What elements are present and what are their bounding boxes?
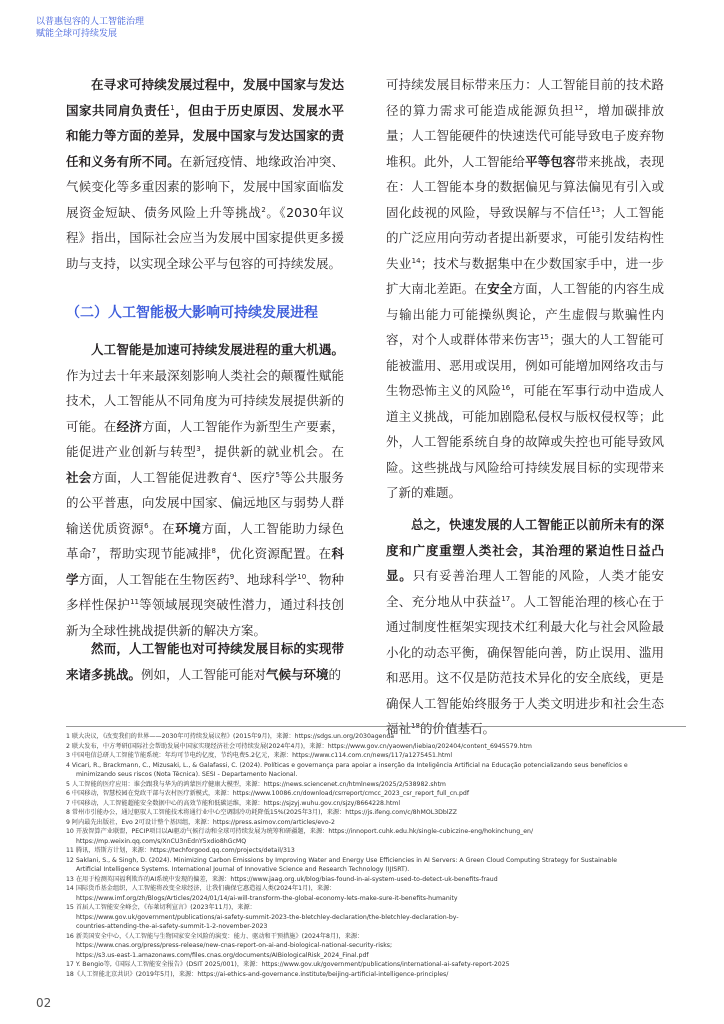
footnote-ref[interactable]: 14	[411, 256, 421, 265]
footnote: 17 Y. Bengio等,《国际人工智能安全报告》(DSIT 2025/001)，来源：https://www.gov.uk/government/publications/international-ai-safety-report-2025	[66, 961, 510, 968]
footnote: 5 人工智能的医疗应用：谁会跟我与华为的鸿蒙医疗健康大模型，来源：https://news.sciencenet.cn/htmlnews/2025/2/538982.shtm	[66, 780, 446, 788]
body-text: 、物种多样性保护	[66, 571, 344, 612]
header-title-line2: 赋能全球可持续发展	[36, 29, 118, 39]
bold-text: 平等包容	[525, 153, 576, 169]
body-text: 的	[328, 666, 342, 682]
body-text: 、医疗	[236, 469, 276, 485]
body-text: ，提供新的就业机会。在	[200, 444, 344, 459]
body-text: ，可能在军事行动中造成人道主义挑战，可能加剧隐私侵权与版权侵权等；此外，人工智能系统自身的故障或失控也可能导致风险。这些挑战与风险给可持续发展目标的实现带来了新的难题。	[386, 383, 664, 500]
paragraph-opportunity	[66, 337, 344, 643]
footnote: 2 联大发布，中方考研(国际社会帮助发展中国家实现经济社会可持续发展(2024年4月)，来源：https://www.gov.cn/yaowen/liebiao/202404/content_6945579.htm	[66, 742, 532, 750]
footnote: https://www.imf.org/zh/Blogs/Articles/2024/01/14/ai-will-transform-the-global-economy-lets-make-sure-it-benefits-humanity	[76, 894, 458, 902]
footnote: minimizando seus riscos (Nota Técnica). SESI - Departamento Nacional.	[76, 771, 298, 778]
footnote: 14 国际货币基金组织，人工智能将改变全球经济，让我们确保它惠造福人类(2024年1月)，来源：	[66, 885, 336, 892]
footnote-ref[interactable]: 11	[130, 597, 139, 606]
right-column	[386, 72, 664, 506]
body-text: ，帮助实现节能减排	[96, 546, 212, 561]
header-title-line1: 以普惠包容的人工智能治理	[36, 17, 145, 27]
body-text: 。在	[148, 520, 176, 536]
bold-text: 总之，快速发展的人工智能正以前所未有的深度和广度重塑人类社会，其治理的紧迫性日益凸显。	[386, 517, 664, 583]
footnote: https://www.gov.uk/government/publications/ai-safety-summit-2023-the-bletchley-declaration/the-bletchley-declaration-by-	[76, 913, 459, 921]
footnote: 7 中国移动，人工智能超能安全数据中心的高效节能和低碳运维，来源：https://sjzyj.wuhu.gov.cn/sjzy/8664228.html	[66, 799, 401, 807]
bold-text: 科学	[66, 546, 344, 587]
footnote: Artificial Intelligence Systems. International Journal of Innovative Science and Research Technology (IJISRT).	[76, 866, 410, 873]
bold-text: 经济	[116, 418, 142, 434]
bold-text: 安全	[487, 281, 513, 296]
body-text: ，增加碳排放量；人工智能硬件的快速迭代可能导致电子废弃物堆积。此外，人工智能给	[386, 102, 664, 169]
right-column-lower	[386, 512, 664, 742]
body-text: 方面，人工智能的内容生成与输出能力可能操纵舆论，产生虚假与欺骗性内容，对个人或群体带来伤害	[386, 281, 664, 347]
footnote: https://s3.us-east-1.amazonaws.com/files.cnas.org/documents/AIBiologicalRisk_2024_Final.pdf	[76, 951, 369, 959]
left-column-bottom	[66, 636, 344, 687]
footnote-ref[interactable]: 2	[261, 205, 266, 214]
body-text: 等公共服务的公平普惠，向发展中国家、偏远地区与弱势人群输送优质资源	[66, 469, 344, 536]
body-text: 在新冠疫情、地缘政治冲突、气候变化等多重因素的影响下，发展中国家面临发展资金短缺、债务风险上升等挑战	[66, 153, 344, 220]
paragraph-conclusion	[386, 512, 664, 742]
left-column-lower	[66, 337, 344, 643]
body-text: 例如，人工智能可能对	[141, 666, 267, 682]
body-text: 。人工智能治理的核心在于通过制度性框架实现技术红利最大化与社会风险最小化的动态平衡，确保智能向善，防止误用、滥用和恶用。这不仅是防范技术异化的安全底线，更是确保人工智能始终服务于人类文明进步和社会生态福祉	[386, 593, 664, 736]
body-text: 方面，人工智能助力绿色革命	[66, 520, 344, 561]
footnote-ref[interactable]: 7	[91, 546, 97, 555]
footnote-ref[interactable]: 10	[297, 572, 307, 581]
body-text: 方面，人工智能促进教育	[91, 469, 233, 485]
page-header	[36, 16, 144, 40]
footnote-ref[interactable]: 9	[229, 572, 235, 581]
footnote: 15 首届人工智能安全峰会，《布莱切利宣言》(2023年11月)，来源：	[66, 904, 256, 911]
bold-text: 气候与环境	[266, 666, 329, 682]
footnote-ref[interactable]: 12	[574, 103, 584, 112]
body-text: 只有妥善治理人工智能的风险，人类才能安全、充分地从中获益	[386, 568, 664, 609]
bold-text: 然而，人工智能也对可持续发展目标的实现带来诸多挑战。	[66, 641, 344, 682]
body-text: 等领域展现突破性潜力，通过科技创新为全球性挑战提供新的解决方案。	[66, 597, 344, 638]
footnote: 6 中国移动，智慧校园在党政干部与农村医疗新模式，来源：https://www.10086.cn/download/csrreport/cmcc_2023_csr_report_full_cn.pdf	[66, 790, 470, 797]
left-column	[66, 72, 344, 276]
body-text: ；人工智能的广泛应用向劳动者提出新要求，可能引发结构性失业	[386, 204, 664, 271]
footnote: https://mp.weixin.qq.com/s/XnCU3nEdnY5xdio8hGcMQ	[76, 837, 247, 845]
footnote: 18《人工智能北京共识》(2019年5月)，来源：https://ai-ethics-and-governance.institute/beijing-artificial-intelligence-principles/	[66, 970, 449, 978]
footnote: countries-attending-the-ai-safety-summit-1-2-november-2023	[76, 923, 268, 930]
footnote: https://www.cnas.org/press/press-release/new-cnas-report-on-ai-and-biological-national-security-risks;	[76, 942, 393, 949]
footnote: 13 在用于检测英国福利欺诈的AI系统中发现的偏差，来源：https://www.jaag.org.uk/blog/bias-found-in-ai-system-used-to-detect-uk-benefits-fraud	[66, 875, 498, 883]
footnote: 10 开放智算产业联盟，PECIP项目以AI驱动气候行动和全球可持续发展为统筹和研疆题，来源：https://innoport.cuhk.edu.hk/single-cubiczine-eng/hokinchung_en/	[66, 828, 534, 835]
body-text: 方面，人工智能在生物医药	[78, 571, 230, 587]
body-text: ，优化资源配置。在	[216, 546, 332, 561]
footnote: 3 中国电信总研人工智能节能系统：年均可节电约亿度，节约电费5.2亿元，来源：https://www.c114.com.cn/news/117/a1275451.html	[66, 752, 453, 759]
body-text: ；强大的人工智能可能被滥用、恶用或误用，例如可能增加网络攻击与生物恐怖主义的风险	[386, 332, 664, 398]
footnote: 8 常州市引能办公，通过驱驭人工智能技术将通行业中心空调制冷功耗降低15%(2025年3月)，来源：https://js.ifeng.com/c/8hMOL3DblZZ	[66, 809, 458, 816]
footnote: 12 Saklani, S., & Singh, D. (2024). Minimizing Carbon Emissions by Improving Water and Energy Use Efficiencies in AI Servers: A Green Cloud Computing Strategy for Sustainable	[66, 856, 618, 864]
footnote-ref[interactable]: 15	[539, 332, 549, 341]
body-text: ；技术与数据集中在少数国家手中，进一步扩大南北差距。在	[386, 255, 664, 296]
footnote-ref[interactable]: 3	[196, 444, 201, 453]
footnote-ref[interactable]: 13	[591, 205, 601, 214]
body-text: 。《2030年议程》指出，国际社会应当为发展中国家提供更多援助与支持，以实现全球公平与包容的可持续发展。	[66, 204, 344, 271]
body-text: 方面，人工智能作为新型生产要素，能促进产业创新与转型	[66, 418, 344, 459]
body-text: 作为过去十年来最深刻影响人类社会的颠覆性赋能技术，人工智能从不同角度为可持续发展提供新的可能。在	[66, 367, 344, 434]
bold-text: 在寻求可持续发展过程中，发展中国家与发达国家共同肩负责任	[66, 77, 344, 118]
bold-text: ，但由于历史原因、发展水平和能力等方面的差异，发展中国家与发达国家的责任和义务有所不同。	[66, 102, 344, 169]
footnote-divider	[66, 726, 686, 727]
body-text: 的价值基石。	[419, 721, 495, 736]
footnote: 1 联大决议，《改变我们的世界——2030年可持续发展议程》(2015年9月)，来源：https://sdgs.un.org/2030agenda	[66, 733, 395, 740]
body-text: 、地球科学	[234, 571, 298, 587]
footnote: 11 腾讯，塔斯方计划，来源：https://techforgood.qq.com/projects/detail/313	[66, 847, 295, 854]
footnote-ref[interactable]: 17	[501, 594, 511, 603]
footnote-ref[interactable]: 18	[411, 721, 420, 730]
footnote-ref[interactable]: 6	[144, 521, 149, 530]
footnote-ref[interactable]: 8	[211, 546, 216, 555]
footnote-ref[interactable]: 16	[501, 383, 511, 392]
bold-text: 环境	[175, 520, 202, 536]
footnote-ref[interactable]: 4	[232, 470, 237, 479]
body-text: 可持续发展目标带来压力：人工智能目前的技术路径的算力需求可能造成能源负担	[386, 77, 664, 118]
footnote-ref[interactable]: 5	[275, 470, 280, 479]
footnote: 9 阿内最先出版社，Evo 2可设计整个基因组，来源：https://press.asimov.com/articles/evo-2	[66, 818, 335, 826]
footnote-ref[interactable]: 1	[170, 103, 175, 112]
footnote: 4 Vicari, R., Brackmann, C., Mizusaki, L., & Galafassi, C. (2024). Políticas e governança para apoiar a inserção da Inteligência Artificial na Educação potencializando seus benefícios e	[66, 761, 628, 769]
bold-text: 人工智能是加速可持续发展进程的重大机遇。	[91, 342, 344, 357]
section-heading: （二）人工智能极大影响可持续发展进程	[66, 305, 318, 321]
body-text: 带来挑战，表现在：人工智能本身的数据偏见与算法偏见有引入或固化歧视的风险，导致误解与不信任	[386, 153, 664, 220]
footnote: 16 新美国安全中心，《人工智能与生物国家安全风险的演变：能力、驱动和干预措施》(2024年8月)，来源：	[66, 932, 364, 940]
bold-text: 社会	[66, 469, 92, 485]
paragraph-challenges-cont	[386, 72, 664, 506]
paragraph-challenges	[66, 636, 344, 687]
footnotes	[66, 732, 686, 979]
page-number: 02	[36, 996, 52, 1010]
paragraph-developing-countries	[66, 72, 344, 276]
